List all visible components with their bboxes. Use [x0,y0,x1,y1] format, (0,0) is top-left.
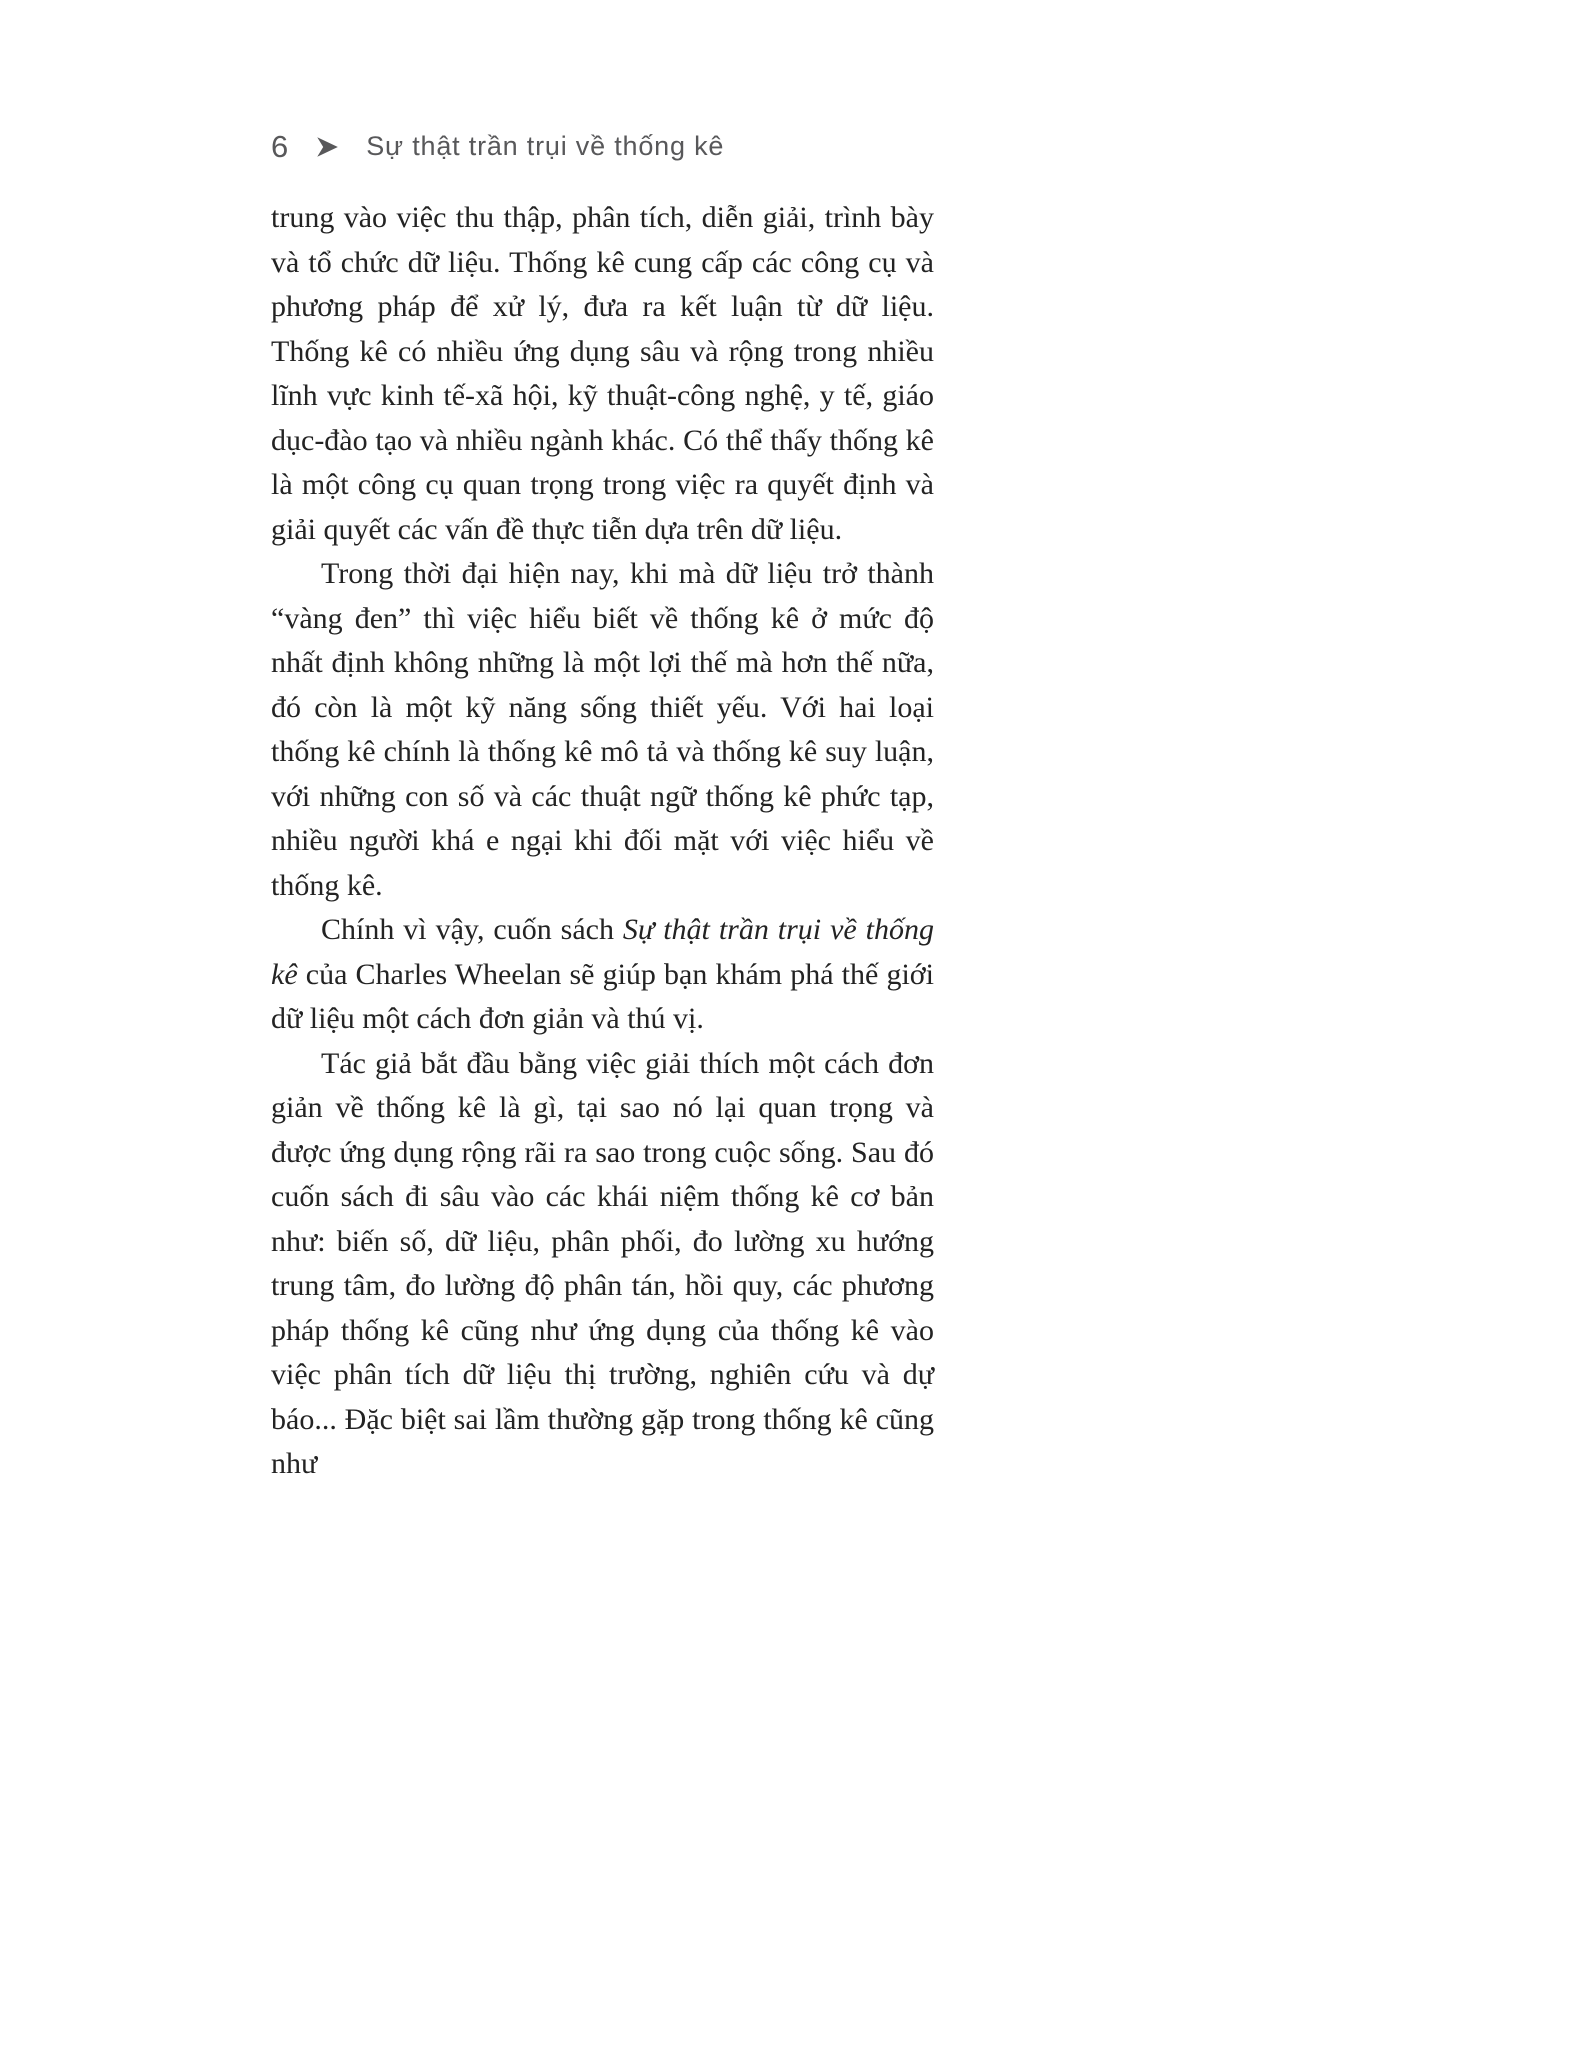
page-body [271,196,934,1487]
arrow-right-icon [314,134,340,160]
page-header [271,131,724,162]
running-head: Sự thật trần trụi về thống kê [366,131,725,161]
paragraph: trung vào việc thu thập, phân tích, diễn giải, trình bày và tổ chức dữ liệu. Thống kê cung cấp các công cụ và phương pháp để xử lý, đưa ra kết luận từ dữ liệu. Thống kê có nhiều ứng dụng sâu và rộng trong nhiều lĩnh vực kinh tế-xã hội, kỹ thuật-công nghệ, y tế, giáo dục-đào tạo và nhiều ngành khác. Có thể thấy thống kê là một công cụ quan trọng trong việc ra quyết định và giải quyết các vấn đề thực tiễn dựa trên dữ liệu. [271,201,934,546]
page-number: 6 [271,129,289,164]
paragraph: Trong thời đại hiện nay, khi mà dữ liệu trở thành “vàng đen” thì việc hiểu biết về thống kê ở mức độ nhất định không những là một lợi thế mà hơn thế nữa, đó còn là một kỹ năng sống thiết yếu. Với hai loại thống kê chính là thống kê mô tả và thống kê suy luận, với những con số và các thuật ngữ thống kê phức tạp, nhiều người khá e ngại khi đối mặt với việc hiểu về thống kê. [271,557,934,902]
paragraph-text: Chính vì vậy, cuốn sách [321,913,623,946]
paragraph: Tác giả bắt đầu bằng việc giải thích một cách đơn giản về thống kê là gì, tại sao nó lại quan trọng và được ứng dụng rộng rãi ra sao trong cuộc sống. Sau đó cuốn sách đi sâu vào các khái niệm thống kê cơ bản như: biến số, dữ liệu, phân phối, đo lường xu hướng trung tâm, đo lường độ phân tán, hồi quy, các phương pháp thống kê cũng như ứng dụng của thống kê vào việc phân tích dữ liệu thị trường, nghiên cứu và dự báo... Đặc biệt sai lầm thường gặp trong thống kê cũng như [271,1046,934,1480]
paragraph [271,908,934,1042]
book-title-italic: Sự thật trần trụi về thống kê [271,913,934,991]
paragraph-text: của Charles Wheelan sẽ giúp bạn khám phá thế giới dữ liệu một cách đơn giản và thú vị. [271,957,934,1035]
